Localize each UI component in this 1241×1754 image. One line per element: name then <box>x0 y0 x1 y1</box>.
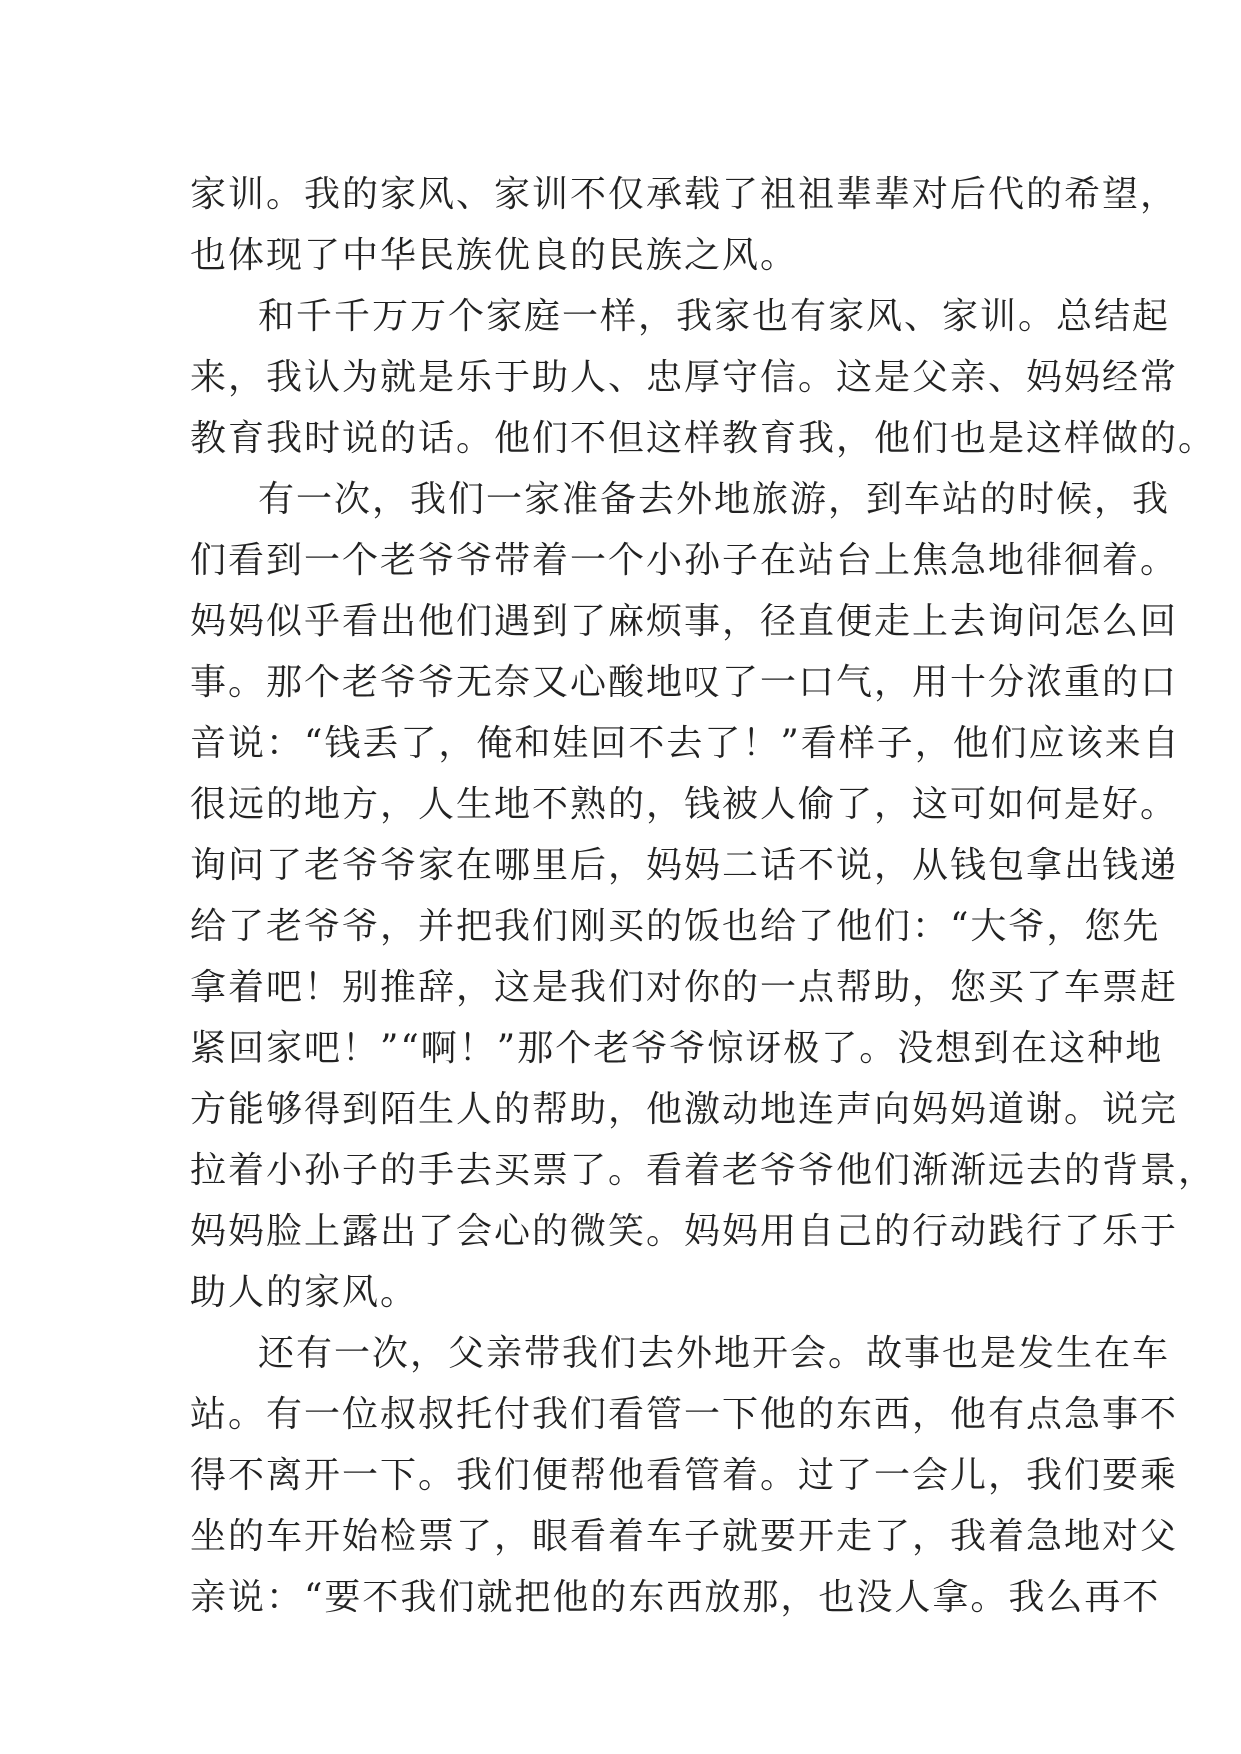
text-line: 亲说：“要不我们就把他的东西放那，也没人拿。我么再不 <box>190 1577 1161 1618</box>
text-line: 家训。我的家风、家训不仅承载了祖祖辈辈对后代的希望， <box>190 174 1179 215</box>
paragraph-4 <box>190 1323 1179 1628</box>
text-line: 拿着吧！别推辞，这是我们对你的一点帮助，您买了车票赶 <box>190 967 1179 1008</box>
text-line: 妈妈似乎看出他们遇到了麻烦事，径直便走上去询问怎么回 <box>190 601 1179 642</box>
text-line: 紧回家吧！”“啊！”那个老爷爷惊讶极了。没想到在这种地 <box>190 1028 1164 1069</box>
text-line: 来，我认为就是乐于助人、忠厚守信。这是父亲、妈妈经常 <box>190 357 1179 398</box>
text-line: 还有一次，父亲带我们去外地开会。故事也是发生在车 <box>258 1333 1171 1374</box>
text-line: 坐的车开始检票了，眼看着车子就要开走了，我着急地对父 <box>190 1516 1179 1557</box>
document-page <box>190 164 1217 1628</box>
text-line: 教育我时说的话。他们不但这样教育我，他们也是这样做的。 <box>190 418 1217 459</box>
text-line: 给了老爷爷，并把我们刚买的饭也给了他们：“大爷，您先 <box>190 906 1161 947</box>
text-line: 们看到一个老爷爷带着一个小孙子在站台上焦急地徘徊着。 <box>190 540 1179 581</box>
text-line: 有一次，我们一家准备去外地旅游，到车站的时候，我 <box>258 479 1171 520</box>
text-line: 询问了老爷爷家在哪里后，妈妈二话不说，从钱包拿出钱递 <box>190 845 1179 886</box>
text-line: 很远的地方，人生地不熟的，钱被人偷了，这可如何是好。 <box>190 784 1179 825</box>
text-line: 站。有一位叔叔托付我们看管一下他的东西，他有点急事不 <box>190 1394 1179 1435</box>
text-line: 和千千万万个家庭一样，我家也有家风、家训。总结起 <box>258 296 1171 337</box>
text-line: 音说：“钱丢了，俺和娃回不去了！”看样子，他们应该来自 <box>190 723 1181 764</box>
text-line: 助人的家风。 <box>190 1272 419 1313</box>
paragraph-3 <box>190 469 1217 1323</box>
text-line: 方能够得到陌生人的帮助，他激动地连声向妈妈道谢。说完 <box>190 1089 1179 1130</box>
text-line: 得不离开一下。我们便帮他看管着。过了一会儿，我们要乘 <box>190 1455 1179 1496</box>
text-line: 也体现了中华民族优良的民族之风。 <box>190 235 799 276</box>
text-line: 事。那个老爷爷无奈又心酸地叹了一口气，用十分浓重的口 <box>190 662 1179 703</box>
text-line: 妈妈脸上露出了会心的微笑。妈妈用自己的行动践行了乐于 <box>190 1211 1179 1252</box>
paragraph-2 <box>190 286 1217 469</box>
text-line: 拉着小孙子的手去买票了。看着老爷爷他们渐渐远去的背景， <box>190 1150 1217 1191</box>
paragraph-1 <box>190 164 1179 286</box>
